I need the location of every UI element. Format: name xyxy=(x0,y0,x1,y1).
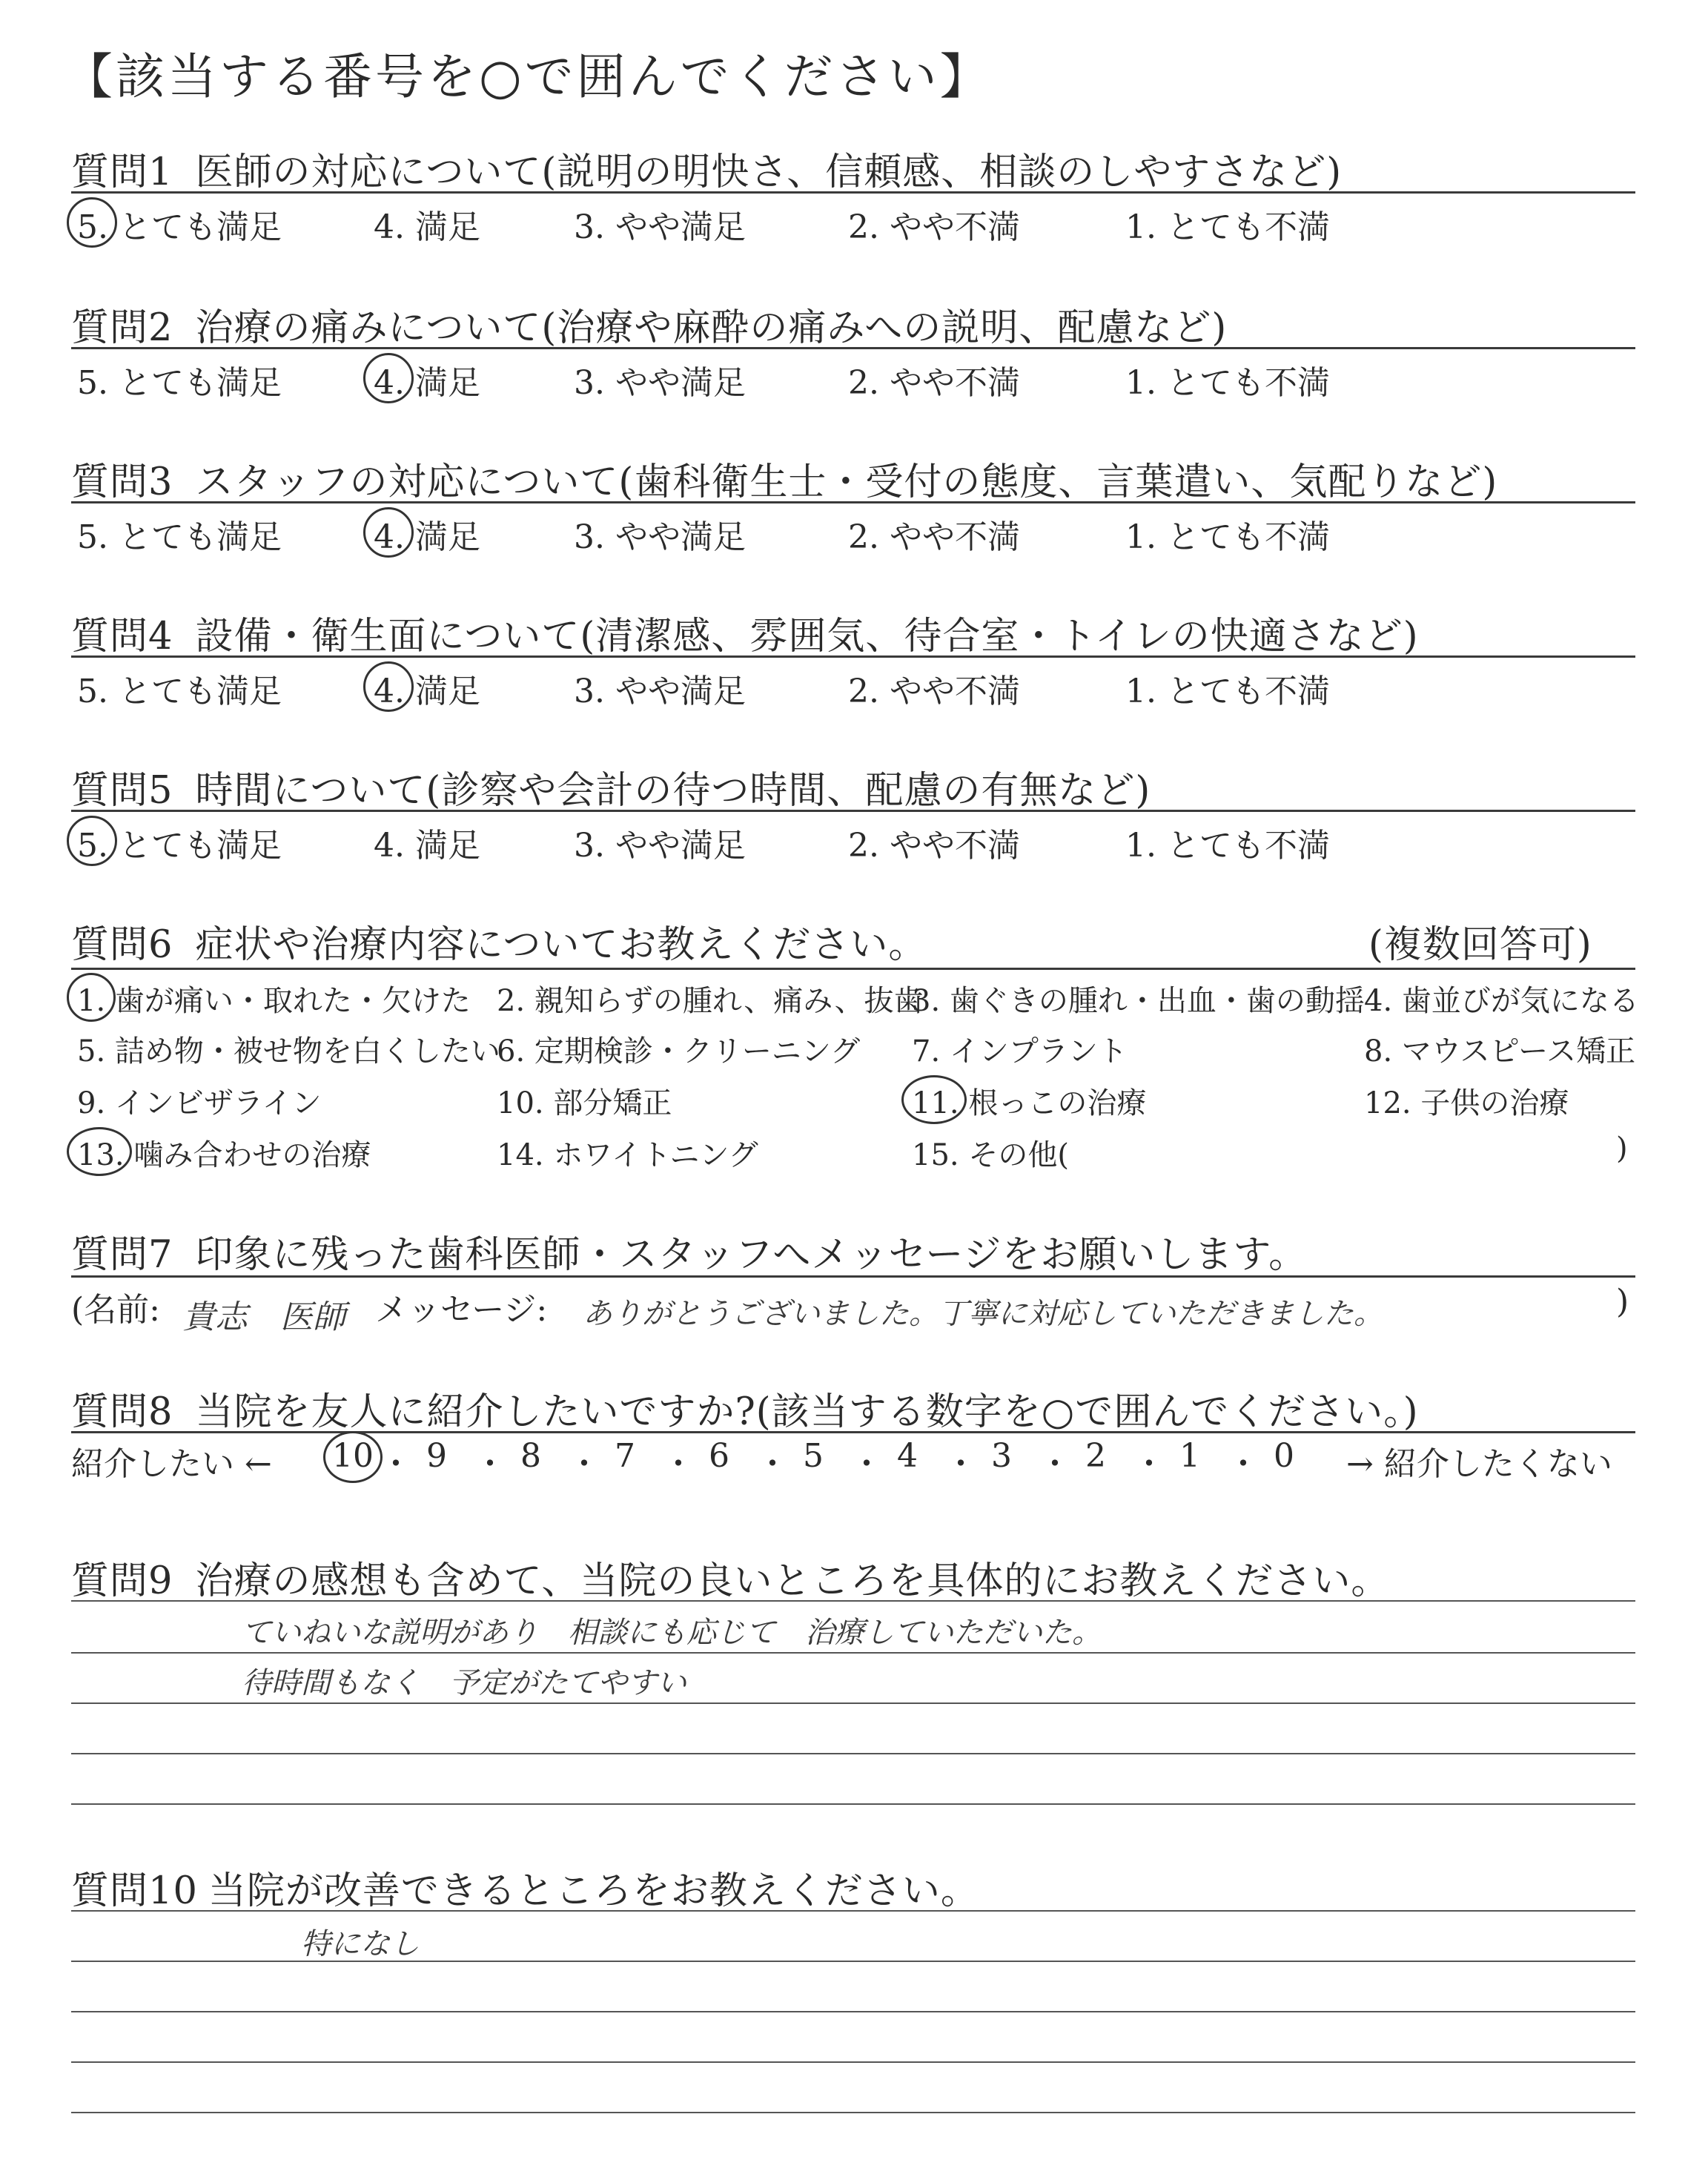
symptom-option-1[interactable]: 1. 歯が痛い・取れた・欠けた xyxy=(77,984,471,1018)
question-text: 当院を友人に紹介したいですか?(該当する数字を○で囲んでください。) xyxy=(195,1390,1419,1434)
question-number: 質問8 xyxy=(71,1390,173,1434)
rating-option-2[interactable]: 2. やや不満 xyxy=(848,364,1020,402)
selection-circle xyxy=(67,816,117,866)
scale-value-4[interactable]: 4 xyxy=(897,1437,918,1475)
selection-circle xyxy=(67,1127,132,1176)
symptom-option-13[interactable]: 13. 噛み合わせの治療 xyxy=(77,1138,371,1172)
q9-answer-line-2[interactable]: 待時間もなく 予定がたてやすい xyxy=(242,1666,686,1700)
answer-line xyxy=(71,1753,1635,1754)
divider-line xyxy=(71,1275,1635,1278)
rating-option-5[interactable]: 5. とても満足 xyxy=(77,518,282,556)
question-text: 時間について(診察や会計の待つ時間、配慮の有無など) xyxy=(195,769,1151,813)
question-4-heading xyxy=(71,605,1419,660)
answer-line xyxy=(71,1910,1635,1912)
question-7-heading xyxy=(71,1223,1307,1278)
scale-separator: ・ xyxy=(1039,1445,1071,1483)
rating-option-5[interactable]: 5. とても満足 xyxy=(77,673,282,710)
symptom-option-15[interactable]: 15. その他( xyxy=(912,1138,1069,1172)
answer-line xyxy=(71,2061,1635,2063)
divider-line xyxy=(71,191,1635,194)
scale-separator: ・ xyxy=(850,1445,883,1483)
rating-option-3[interactable]: 3. やや満足 xyxy=(574,208,746,246)
selection-circle xyxy=(363,353,414,403)
scale-value-10[interactable]: 10 xyxy=(332,1437,374,1475)
question-2-heading xyxy=(71,297,1227,351)
selection-circle xyxy=(363,507,414,558)
question-number: 質問1 xyxy=(71,151,173,194)
scale-separator: ・ xyxy=(756,1445,789,1483)
question-number: 質問5 xyxy=(71,769,173,813)
scale-separator: ・ xyxy=(1227,1445,1260,1483)
scale-separator: ・ xyxy=(662,1445,695,1483)
rating-option-4[interactable]: 4. 満足 xyxy=(374,364,480,402)
rating-option-1[interactable]: 1. とても不満 xyxy=(1125,827,1330,865)
symptom-option-3[interactable]: 3. 歯ぐきの腫れ・出血・歯の動揺 xyxy=(912,984,1365,1018)
selection-circle xyxy=(67,197,117,248)
name-label: (名前: xyxy=(71,1291,160,1329)
divider-line xyxy=(71,655,1635,658)
question-text: 治療の感想も含めて、当院の良いところを具体的にお教えください。 xyxy=(195,1559,1390,1603)
divider-line xyxy=(71,347,1635,349)
rating-option-1[interactable]: 1. とても不満 xyxy=(1125,518,1330,556)
rating-option-5[interactable]: 5. とても満足 xyxy=(77,827,282,865)
close-paren: ) xyxy=(1616,1283,1629,1321)
rating-option-2[interactable]: 2. やや不満 xyxy=(848,673,1020,710)
symptom-option-8[interactable]: 8. マウスピース矯正 xyxy=(1364,1034,1636,1069)
answer-line xyxy=(71,1652,1635,1654)
page-title: 【該当する番号を○で囲んでください】 xyxy=(64,48,992,105)
answer-line xyxy=(71,2112,1635,2113)
divider-line xyxy=(71,968,1635,970)
question-text: スタッフの対応について(歯科衛生士・受付の態度、言葉遣い、気配りなど) xyxy=(195,460,1498,504)
question-number: 質問10 xyxy=(71,1869,198,1913)
question-10-heading xyxy=(71,1860,979,1915)
rating-option-4[interactable]: 4. 満足 xyxy=(374,518,480,556)
symptom-option-6[interactable]: 6. 定期検診・クリーニング xyxy=(497,1034,861,1069)
recommend-right-label: → 紹介したくない xyxy=(1346,1445,1612,1483)
rating-option-4[interactable]: 4. 満足 xyxy=(374,208,480,246)
question-6-heading xyxy=(71,914,927,968)
multiple-answers-note: (複数回答可) xyxy=(1368,923,1592,967)
selection-circle xyxy=(67,973,116,1022)
divider-line xyxy=(71,810,1635,812)
symptom-option-9[interactable]: 9. インビザライン xyxy=(77,1086,322,1120)
other-close-paren: ) xyxy=(1616,1132,1628,1166)
rating-option-1[interactable]: 1. とても不満 xyxy=(1125,364,1330,402)
question-1-heading xyxy=(71,141,1342,196)
question-number: 質問7 xyxy=(71,1233,173,1277)
scale-value-5[interactable]: 5 xyxy=(803,1437,824,1475)
answer-line xyxy=(71,1600,1635,1602)
symptom-option-11[interactable]: 11. 根っこの治療 xyxy=(912,1086,1147,1120)
rating-option-3[interactable]: 3. やや満足 xyxy=(574,827,746,865)
scale-value-2[interactable]: 2 xyxy=(1085,1437,1106,1475)
question-number: 質問6 xyxy=(71,923,173,967)
symptom-option-5[interactable]: 5. 詰め物・被せ物を白くしたい xyxy=(77,1034,500,1069)
answer-line xyxy=(71,1803,1635,1805)
scale-value-1[interactable]: 1 xyxy=(1179,1437,1200,1475)
question-number: 質問3 xyxy=(71,460,173,504)
symptom-option-7[interactable]: 7. インプラント xyxy=(912,1034,1128,1069)
selection-circle xyxy=(363,661,414,712)
q10-answer-line-1[interactable]: 特になし xyxy=(301,1927,420,1961)
question-3-heading xyxy=(71,451,1497,506)
message-label: メッセージ: xyxy=(375,1291,548,1329)
divider-line xyxy=(71,1431,1635,1433)
scale-separator: ・ xyxy=(380,1445,412,1483)
question-5-heading xyxy=(71,759,1151,814)
rating-option-5[interactable]: 5. とても満足 xyxy=(77,364,282,402)
symptom-option-14[interactable]: 14. ホワイトニング xyxy=(497,1138,758,1172)
rating-option-2[interactable]: 2. やや不満 xyxy=(848,518,1020,556)
question-number: 質問4 xyxy=(71,615,173,658)
question-text: 当院が改善できるところをお教えください。 xyxy=(208,1869,979,1913)
message-value[interactable]: ありがとうございました。丁寧に対応していただきました。 xyxy=(583,1297,1383,1331)
rating-option-1[interactable]: 1. とても不満 xyxy=(1125,208,1330,246)
question-number: 質問2 xyxy=(71,306,173,350)
scale-value-9[interactable]: 9 xyxy=(426,1437,447,1475)
question-text: 印象に残った歯科医師・スタッフへメッセージをお願いします。 xyxy=(195,1233,1308,1277)
question-text: 症状や治療内容についてお教えください。 xyxy=(195,923,927,967)
question-number: 質問9 xyxy=(71,1559,173,1603)
q9-answer-line-1[interactable]: ていねいな説明があり 相談にも応じて 治療していただいた。 xyxy=(242,1616,1102,1650)
rating-option-1[interactable]: 1. とても不満 xyxy=(1125,673,1330,710)
name-value[interactable]: 貴志 医師 xyxy=(182,1298,345,1336)
question-9-heading xyxy=(71,1550,1389,1605)
rating-option-5[interactable]: 5. とても満足 xyxy=(77,208,282,246)
symptom-option-4[interactable]: 4. 歯並びが気になる xyxy=(1364,984,1639,1018)
symptom-option-2[interactable]: 2. 親知らずの腫れ、痛み、抜歯 xyxy=(497,984,924,1018)
scale-value-0[interactable]: 0 xyxy=(1274,1437,1294,1475)
selection-circle xyxy=(901,1075,967,1124)
symptom-option-12[interactable]: 12. 子供の治療 xyxy=(1364,1086,1569,1120)
answer-line xyxy=(71,1702,1635,1704)
answer-line xyxy=(71,2011,1635,2012)
scale-value-6[interactable]: 6 xyxy=(709,1437,729,1475)
question-8-heading xyxy=(71,1381,1419,1436)
scale-value-7[interactable]: 7 xyxy=(615,1437,635,1475)
rating-option-2[interactable]: 2. やや不満 xyxy=(848,827,1020,865)
scale-value-3[interactable]: 3 xyxy=(991,1437,1012,1475)
recommend-left-label: 紹介したい ← xyxy=(71,1445,272,1483)
scale-separator: ・ xyxy=(474,1445,506,1483)
selection-circle xyxy=(323,1431,383,1483)
rating-option-3[interactable]: 3. やや満足 xyxy=(574,518,746,556)
divider-line xyxy=(71,501,1635,503)
scale-separator: ・ xyxy=(944,1445,977,1483)
rating-option-3[interactable]: 3. やや満足 xyxy=(574,364,746,402)
symptom-option-10[interactable]: 10. 部分矯正 xyxy=(497,1086,672,1120)
scale-value-8[interactable]: 8 xyxy=(520,1437,541,1475)
rating-option-4[interactable]: 4. 満足 xyxy=(374,673,480,710)
question-text: 治療の痛みについて(治療や麻酔の痛みへの説明、配慮など) xyxy=(195,306,1228,350)
question-text: 設備・衛生面について(清潔感、雰囲気、待合室・トイレの快適さなど) xyxy=(195,615,1419,658)
rating-option-4[interactable]: 4. 満足 xyxy=(374,827,480,865)
rating-option-2[interactable]: 2. やや不満 xyxy=(848,208,1020,246)
rating-option-3[interactable]: 3. やや満足 xyxy=(574,673,746,710)
question-text: 医師の対応について(説明の明快さ、信頼感、相談のしやすさなど) xyxy=(195,151,1343,194)
scale-separator: ・ xyxy=(1133,1445,1165,1483)
scale-separator: ・ xyxy=(568,1445,600,1483)
